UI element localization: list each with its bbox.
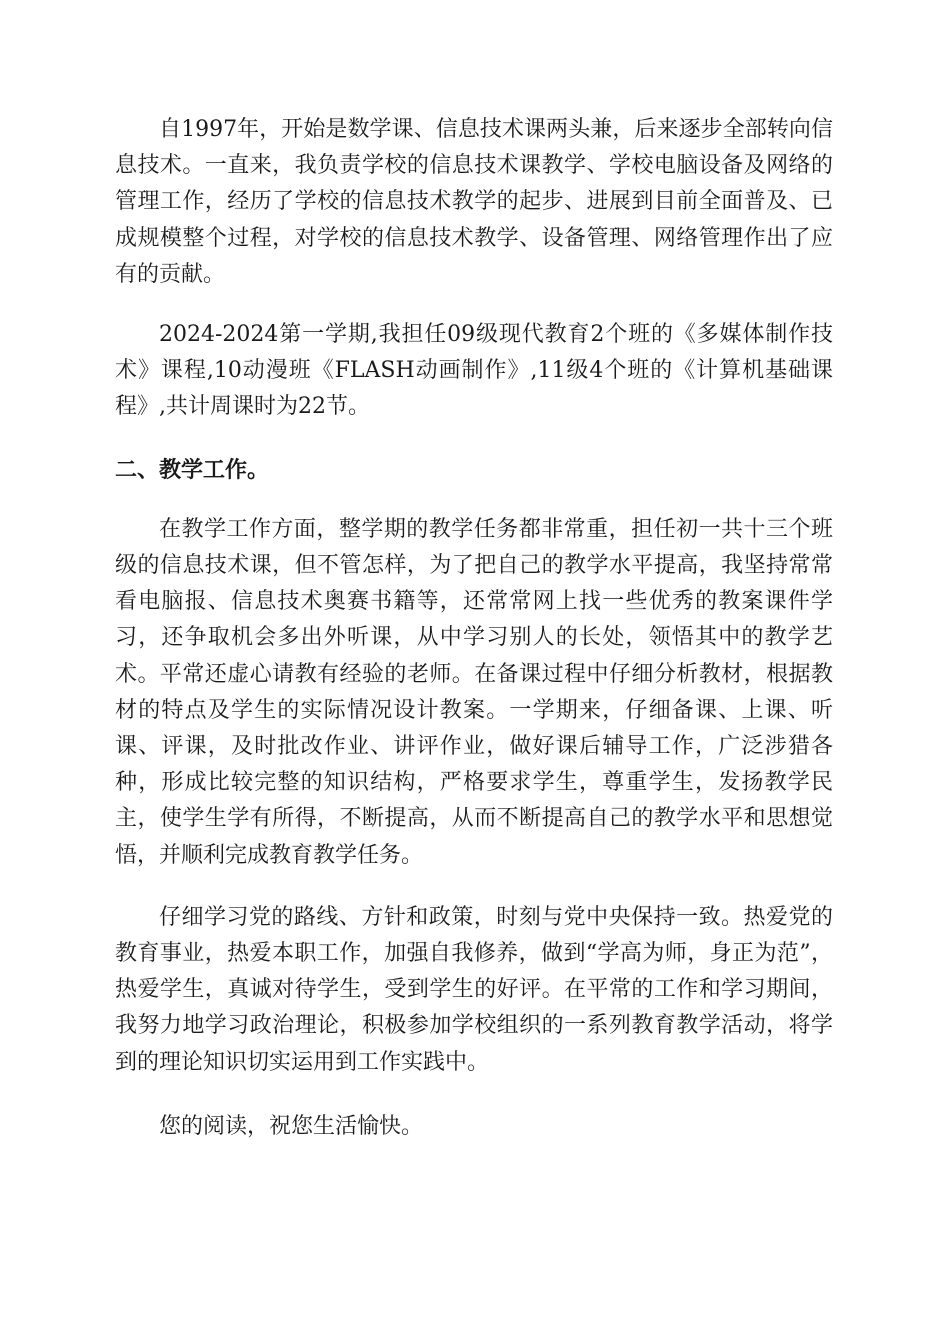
paragraph-closing: 您的阅读，祝您生活愉快。: [159, 1113, 424, 1139]
document-page: [115, 112, 833, 1145]
paragraph-course-load: 2024-2024第一学期,我担任09级现代教育2个班的《多媒体制作技术》课程,10动漫班《FLASH动画制作》,11级4个班的《计算机基础课程》,共计周课时为22节。: [115, 322, 833, 420]
paragraph-political-study: 仔细学习党的路线、方针和政策，时刻与党中央保持一致。热爱党的教育事业，热爱本职工作，加强自我修养，做到“学高为师，身正为范”，热爱学生，真诚对待学生，受到学生的好评。在平常的工作和学习期间，我努力地学习政治理论，积极参加学校组织的一系列教育教学活动，将学到的理论知识切实运用到工作实践中。: [115, 904, 833, 1075]
paragraph-career-history: 自1997年，开始是数学课、信息技术课两头兼，后来逐步全部转向信息技术。一直来，我负责学校的信息技术课教学、学校电脑设备及网络的管理工作，经历了学校的信息技术教学的起步、进展到目前全面普及、已成规模整个过程，对学校的信息技术教学、设备管理、网络管理作出了应有的贡献。: [115, 117, 833, 287]
paragraph-teaching-work: 在教学工作方面，整学期的教学任务都非常重，担任初一共十三个班级的信息技术课，但不管怎样，为了把自己的教学水平提高，我坚持常常看电脑报、信息技术奥赛书籍等，还常常网上找一些优秀的教案课件学习，还争取机会多出外听课，从中学习别人的长处，领悟其中的教学艺术。平常还虚心请教有经验的老师。在备课过程中仔细分析教材，根据教材的特点及学生的实际情况设计教案。一学期来，仔细备课、上课、听课、评课，及时批改作业、讲评作业，做好课后辅导工作，广泛涉猎各种，形成比较完整的知识结构，严格要求学生，尊重学生，发扬教学民主，使学生学有所得，不断提高，从而不断提高自己的教学水平和思想觉悟，并顺利完成教育教学任务。: [115, 516, 833, 868]
section-heading-teaching-work: 二、教学工作。: [115, 457, 270, 483]
